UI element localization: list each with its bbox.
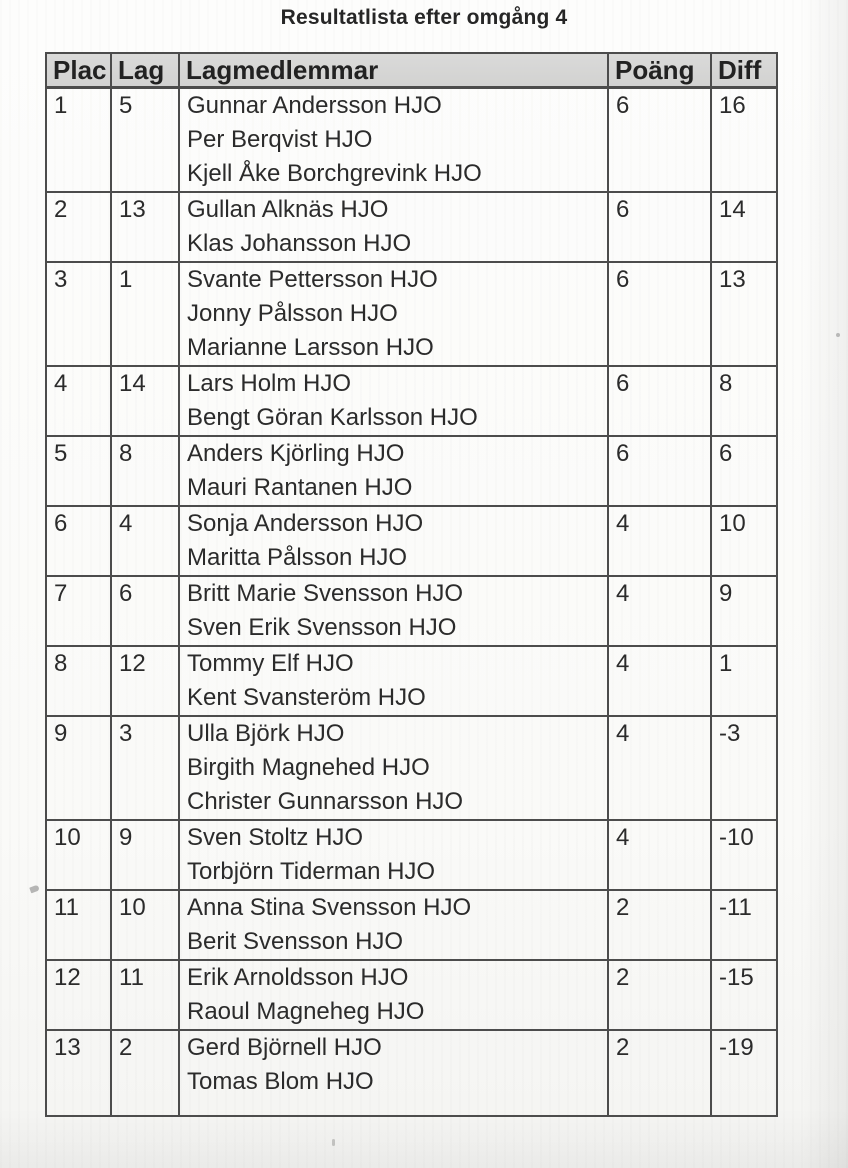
diff-cell-value: 13	[719, 266, 746, 293]
lag-cell	[111, 646, 179, 716]
members-cell	[179, 890, 608, 960]
table-row	[46, 820, 777, 890]
lag-cell-value: 3	[119, 720, 133, 747]
scan-artifact-speck	[836, 333, 840, 337]
team-member-name: Ulla Björk HJO	[187, 720, 345, 747]
plac-cell	[46, 192, 111, 262]
poang-cell	[608, 890, 711, 960]
plac-cell	[46, 820, 111, 890]
diff-cell	[711, 716, 777, 820]
column-header-poang: Poäng	[608, 53, 711, 88]
poang-cell	[608, 576, 711, 646]
lag-cell-value: 14	[119, 370, 146, 397]
lag-cell	[111, 890, 179, 960]
plac-cell-value: 9	[54, 720, 68, 747]
team-member-name: Gullan Alknäs HJO	[187, 196, 389, 223]
plac-cell-value: 7	[54, 580, 68, 607]
lag-cell-value: 11	[119, 964, 144, 991]
scan-artifact-speck	[29, 885, 40, 894]
plac-cell	[46, 646, 111, 716]
lag-cell-value: 5	[119, 92, 133, 119]
diff-cell-value: 1	[719, 650, 733, 677]
team-member-name: Sonja Andersson HJO	[187, 510, 424, 537]
team-member-name: Klas Johansson HJO	[187, 230, 412, 257]
plac-cell-value: 3	[54, 266, 68, 293]
members-cell	[179, 436, 608, 506]
team-member-name: Gunnar Andersson HJO	[187, 92, 442, 119]
members-cell	[179, 820, 608, 890]
plac-cell	[46, 366, 111, 436]
poang-cell	[608, 366, 711, 436]
column-header-plac: Plac	[46, 53, 111, 88]
poang-cell-value: 2	[616, 1034, 630, 1061]
diff-cell	[711, 890, 777, 960]
column-header-lag: Lag	[111, 53, 179, 88]
diff-cell	[711, 436, 777, 506]
lag-cell	[111, 716, 179, 820]
lag-cell	[111, 366, 179, 436]
team-member-name: Britt Marie Svensson HJO	[187, 580, 464, 607]
poang-cell	[608, 262, 711, 366]
lag-cell	[111, 960, 179, 1030]
poang-cell-value: 6	[616, 370, 630, 397]
poang-cell	[608, 1030, 711, 1116]
team-member-name: Kjell Åke Borchgrevink HJO	[187, 160, 482, 187]
diff-cell	[711, 192, 777, 262]
poang-cell	[608, 820, 711, 890]
plac-cell	[46, 960, 111, 1030]
lag-cell	[111, 506, 179, 576]
results-table-header	[46, 53, 777, 88]
poang-cell-value: 2	[616, 964, 630, 991]
results-table-body	[46, 88, 777, 1117]
lag-cell	[111, 192, 179, 262]
diff-cell	[711, 960, 777, 1030]
team-member-name: Berit Svensson HJO	[187, 928, 404, 955]
table-row	[46, 576, 777, 646]
diff-cell-value: 9	[719, 580, 733, 607]
plac-cell	[46, 1030, 111, 1116]
table-row	[46, 646, 777, 716]
lag-cell	[111, 88, 179, 193]
members-cell	[179, 262, 608, 366]
diff-cell-value: -11	[719, 894, 752, 921]
table-row	[46, 192, 777, 262]
plac-cell-value: 1	[54, 92, 68, 119]
members-cell	[179, 192, 608, 262]
poang-cell-value: 4	[616, 580, 630, 607]
poang-cell-value: 4	[616, 720, 630, 747]
lag-cell	[111, 820, 179, 890]
poang-cell	[608, 436, 711, 506]
table-row	[46, 716, 777, 820]
team-member-name: Svante Pettersson HJO	[187, 266, 438, 293]
poang-cell	[608, 88, 711, 193]
diff-cell	[711, 820, 777, 890]
lag-cell	[111, 436, 179, 506]
team-member-name: Tommy Elf HJO	[187, 650, 354, 677]
column-header-members: Lagmedlemmar	[179, 53, 608, 88]
scan-edge-shading-bottom	[0, 1108, 848, 1168]
plac-cell-value: 12	[54, 964, 81, 991]
lag-cell-value: 6	[119, 580, 133, 607]
plac-cell-value: 8	[54, 650, 68, 677]
diff-cell-value: 14	[719, 196, 746, 223]
poang-cell	[608, 716, 711, 820]
diff-cell-value: -3	[719, 720, 741, 747]
members-cell	[179, 506, 608, 576]
poang-cell	[608, 506, 711, 576]
diff-cell-value: 16	[719, 92, 746, 119]
poang-cell-value: 6	[616, 440, 630, 467]
team-member-name: Sven Erik Svensson HJO	[187, 614, 457, 641]
lag-cell	[111, 576, 179, 646]
diff-cell-value: -19	[719, 1034, 754, 1061]
diff-cell	[711, 506, 777, 576]
members-cell	[179, 88, 608, 193]
results-table	[45, 52, 778, 1117]
team-member-name: Torbjörn Tiderman HJO	[187, 858, 436, 885]
table-row	[46, 506, 777, 576]
lag-cell-value: 2	[119, 1034, 133, 1061]
team-member-name: Bengt Göran Karlsson HJO	[187, 404, 478, 431]
diff-cell	[711, 1030, 777, 1116]
plac-cell-value: 13	[54, 1034, 81, 1061]
diff-cell	[711, 576, 777, 646]
table-row	[46, 960, 777, 1030]
plac-cell	[46, 576, 111, 646]
members-cell	[179, 716, 608, 820]
team-member-name: Kent Svansteröm HJO	[187, 684, 426, 711]
team-member-name: Birgith Magnehed HJO	[187, 754, 430, 781]
plac-cell	[46, 88, 111, 193]
diff-cell-value: 6	[719, 440, 733, 467]
diff-cell	[711, 646, 777, 716]
table-row	[46, 88, 777, 193]
diff-cell-value: -10	[719, 824, 754, 851]
lag-cell	[111, 262, 179, 366]
diff-cell-value: 10	[719, 510, 746, 537]
lag-cell-value: 9	[119, 824, 133, 851]
plac-cell-value: 6	[54, 510, 68, 537]
column-header-diff: Diff	[711, 53, 777, 88]
poang-cell-value: 2	[616, 894, 630, 921]
team-member-name: Per Berqvist HJO	[187, 126, 373, 153]
team-member-name: Anna Stina Svensson HJO	[187, 894, 472, 921]
team-member-name: Tomas Blom HJO	[187, 1068, 374, 1095]
plac-cell	[46, 890, 111, 960]
poang-cell	[608, 646, 711, 716]
poang-cell-value: 6	[616, 92, 630, 119]
diff-cell-value: -15	[719, 964, 754, 991]
members-cell	[179, 646, 608, 716]
team-member-name: Mauri Rantanen HJO	[187, 474, 413, 501]
table-row	[46, 890, 777, 960]
header-row	[46, 53, 777, 88]
team-member-name: Marianne Larsson HJO	[187, 334, 434, 361]
diff-cell	[711, 88, 777, 193]
team-member-name: Erik Arnoldsson HJO	[187, 964, 409, 991]
diff-cell-value: 8	[719, 370, 733, 397]
plac-cell-value: 5	[54, 440, 68, 467]
table-row	[46, 436, 777, 506]
plac-cell-value: 11	[54, 894, 79, 921]
diff-cell	[711, 366, 777, 436]
lag-cell-value: 13	[119, 196, 146, 223]
plac-cell-value: 2	[54, 196, 68, 223]
team-member-name: Anders Kjörling HJO	[187, 440, 405, 467]
poang-cell-value: 6	[616, 196, 630, 223]
plac-cell-value: 4	[54, 370, 68, 397]
team-member-name: Jonny Pålsson HJO	[187, 300, 398, 327]
poang-cell-value: 4	[616, 510, 630, 537]
plac-cell	[46, 506, 111, 576]
plac-cell	[46, 716, 111, 820]
plac-cell	[46, 262, 111, 366]
team-member-name: Sven Stoltz HJO	[187, 824, 364, 851]
team-member-name: Christer Gunnarsson HJO	[187, 788, 464, 815]
team-member-name: Lars Holm HJO	[187, 370, 352, 397]
members-cell	[179, 1030, 608, 1116]
team-member-name: Gerd Björnell HJO	[187, 1034, 382, 1061]
lag-cell-value: 8	[119, 440, 133, 467]
poang-cell-value: 4	[616, 650, 630, 677]
team-member-name: Maritta Pålsson HJO	[187, 544, 408, 571]
members-cell	[179, 960, 608, 1030]
team-member-name: Raoul Magneheg HJO	[187, 998, 425, 1025]
plac-cell-value: 10	[54, 824, 81, 851]
lag-cell-value: 10	[119, 894, 146, 921]
scan-edge-shading-right	[802, 0, 848, 1168]
table-row	[46, 1030, 777, 1116]
poang-cell	[608, 192, 711, 262]
lag-cell-value: 12	[119, 650, 146, 677]
plac-cell	[46, 436, 111, 506]
members-cell	[179, 576, 608, 646]
page-title: Resultatlista efter omgång 4	[280, 6, 568, 29]
lag-cell-value: 4	[119, 510, 133, 537]
table-row	[46, 366, 777, 436]
scan-artifact-speck	[332, 1139, 335, 1146]
poang-cell	[608, 960, 711, 1030]
poang-cell-value: 6	[616, 266, 630, 293]
lag-cell-value: 1	[119, 266, 133, 293]
members-cell	[179, 366, 608, 436]
table-row	[46, 262, 777, 366]
diff-cell	[711, 262, 777, 366]
poang-cell-value: 4	[616, 824, 630, 851]
lag-cell	[111, 1030, 179, 1116]
